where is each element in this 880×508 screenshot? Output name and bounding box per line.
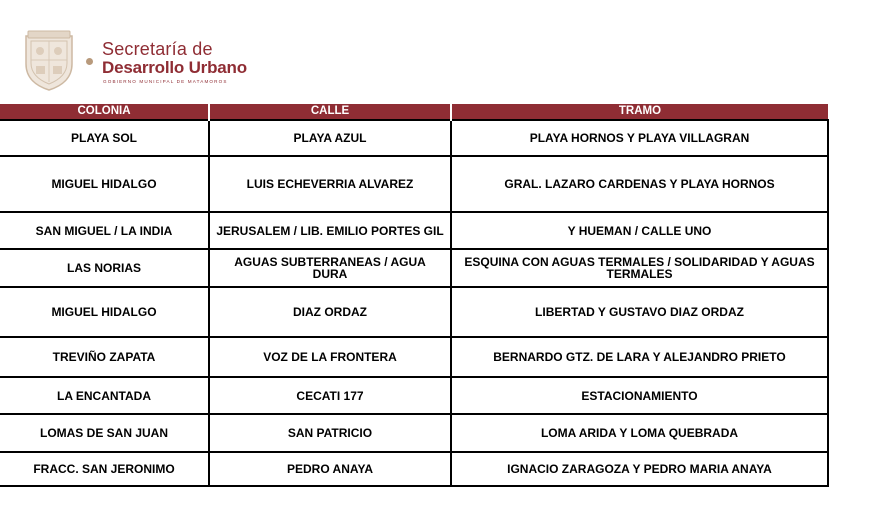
table-row [0,414,828,452]
municipal-seal-icon [22,30,76,92]
header-logo [22,30,342,96]
table-row [0,287,828,337]
table-row [0,337,828,377]
column-header-colonia: COLONIA [0,104,209,120]
cell-tramo: GRAL. LAZARO CARDENAS Y PLAYA HORNOS [451,156,828,212]
cell-tramo: BERNARDO GTZ. DE LARA Y ALEJANDRO PRIETO [451,337,828,377]
table-row [0,452,828,486]
cell-tramo: IGNACIO ZARAGOZA Y PEDRO MARIA ANAYA [451,452,828,486]
brand-title-main: Desarrollo Urbano [102,58,247,77]
table-row [0,212,828,249]
table-row [0,377,828,414]
cell-calle: LUIS ECHEVERRIA ALVAREZ [209,156,451,212]
brand-title-top: Secretaría de [102,39,213,59]
cell-tramo: Y HUEMAN / CALLE UNO [451,212,828,249]
cell-colonia: LOMAS DE SAN JUAN [0,414,209,452]
cell-tramo: PLAYA HORNOS Y PLAYA VILLAGRAN [451,120,828,156]
column-header-calle: CALLE [209,104,451,120]
table-header-row [0,104,828,120]
cell-tramo: ESQUINA CON AGUAS TERMALES / SOLIDARIDAD Y AGUAS TERMALES [451,249,828,287]
cell-colonia: MIGUEL HIDALGO [0,287,209,337]
cell-tramo: ESTACIONAMIENTO [451,377,828,414]
cell-colonia: MIGUEL HIDALGO [0,156,209,212]
brand-subtitle: GOBIERNO MUNICIPAL DE MATAMOROS [103,79,228,84]
cell-colonia: PLAYA SOL [0,120,209,156]
table-row [0,120,828,156]
cell-calle: VOZ DE LA FRONTERA [209,337,451,377]
table-row [0,156,828,212]
cell-colonia: FRACC. SAN JERONIMO [0,452,209,486]
cell-colonia: SAN MIGUEL / LA INDIA [0,212,209,249]
cell-calle: PLAYA AZUL [209,120,451,156]
cell-colonia: LAS NORIAS [0,249,209,287]
cell-calle: DIAZ ORDAZ [209,287,451,337]
column-header-tramo: TRAMO [451,104,828,120]
cell-colonia: TREVIÑO ZAPATA [0,337,209,377]
separator-dot-icon [86,58,93,65]
cell-calle: JERUSALEM / LIB. EMILIO PORTES GIL [209,212,451,249]
table-row [0,249,828,287]
cell-tramo: LIBERTAD Y GUSTAVO DIAZ ORDAZ [451,287,828,337]
cell-calle: AGUAS SUBTERRANEAS / AGUA DURA [209,249,451,287]
cell-calle: PEDRO ANAYA [209,452,451,486]
cell-tramo: LOMA ARIDA Y LOMA QUEBRADA [451,414,828,452]
streets-table [0,104,829,487]
cell-calle: CECATI 177 [209,377,451,414]
cell-calle: SAN PATRICIO [209,414,451,452]
cell-colonia: LA ENCANTADA [0,377,209,414]
